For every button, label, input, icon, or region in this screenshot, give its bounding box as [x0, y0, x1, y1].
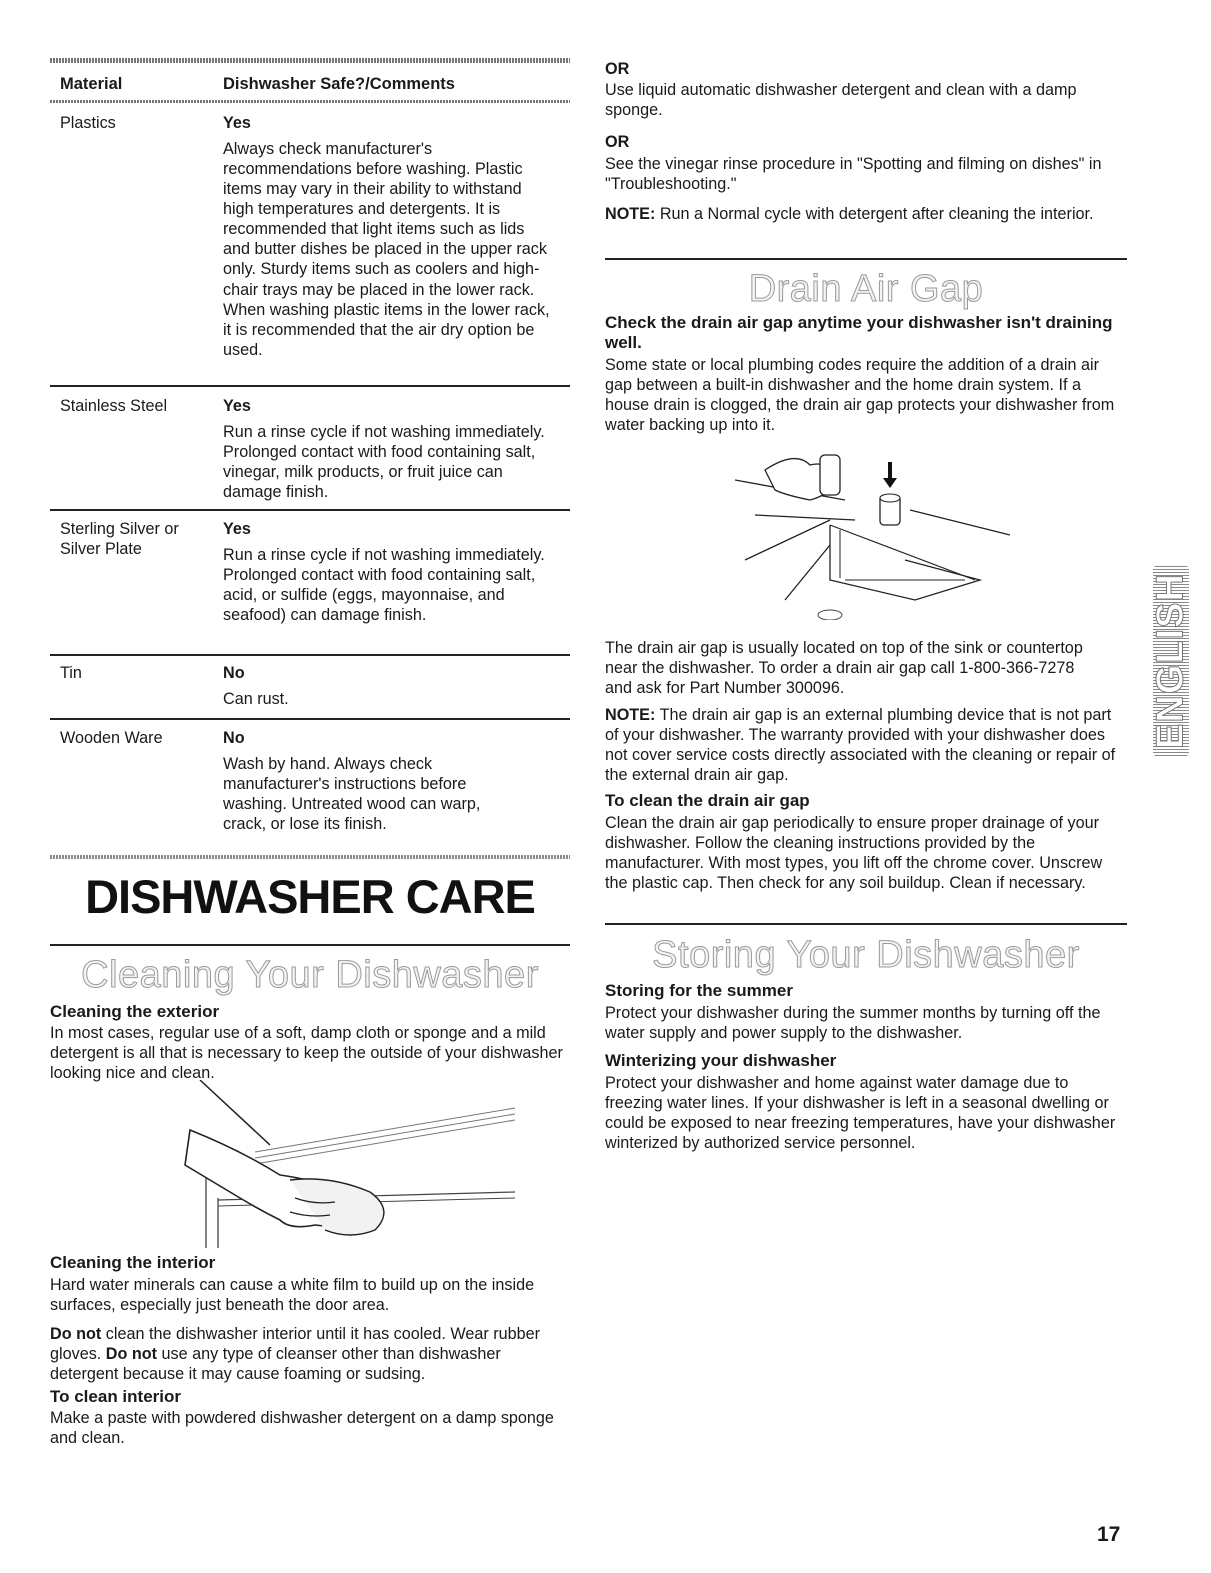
row-safe: Yes: [223, 114, 251, 132]
summer-text: Protect your dishwasher during the summer months by turning off the water supply and power supply to the dishwasher.: [605, 1004, 1101, 1043]
row-safe: No: [223, 729, 245, 747]
clean-gap-text: Clean the drain air gap periodically to ensure proper drainage of your dishwasher. Follow the cleaning instructions provided by the manufacturer. With most types, you lift off the chrome cover. Unscrew the plastic cap. Then check for any soil buildup. Clean if necessary.: [605, 814, 1103, 893]
section-rule: [605, 923, 1127, 925]
row-comment: Can rust.: [223, 690, 289, 708]
winter-text: Protect your dishwasher and home against water damage due to freezing water lines. If your dishwasher is left in a seasonal dwelling or could be exposed to near freezing temperatures, have your dishwasher winterized by authorized service personnel.: [605, 1074, 1116, 1153]
drain-location-text: The drain air gap is usually located on top of the sink or countertop near the dishwasher. To order a drain air gap call 1-800-366-7278 and ask for Part Number 300096.: [605, 639, 1083, 698]
row-divider: [50, 654, 570, 656]
row-material: Stainless Steel: [60, 397, 168, 415]
row-material: Tin: [60, 664, 82, 682]
drain-text: Some state or local plumbing codes require the addition of a drain air gap between a built-in dishwasher and the home drain system. If a house drain is clogged, the drain air gap protects your dishwasher from water backing up into it.: [605, 356, 1115, 435]
row-material: Plastics: [60, 114, 116, 132]
winter-heading: Winterizing your dishwasher: [605, 1051, 837, 1070]
language-side-tab-label: ENGLISH: [1149, 573, 1192, 749]
exterior-heading: Cleaning the exterior: [50, 1002, 220, 1021]
row-divider: [50, 509, 570, 511]
liquid-detergent-text: Use liquid automatic dishwasher detergent and clean with a damp sponge.: [605, 81, 1077, 120]
table-header-rule: [50, 100, 570, 103]
row-safe: Yes: [223, 520, 251, 538]
row-comment: Run a rinse cycle if not washing immediately. Prolonged contact with food containing salt, acid, or sulfide (eggs, mayonnaise, and seafood) can damage finish.: [223, 546, 545, 625]
table-bottom-rule: [50, 855, 570, 859]
section-rule: [50, 944, 570, 946]
clean-interior-heading: To clean interior: [50, 1387, 181, 1406]
section-banner-storing: Storing Your Dishwasher: [652, 934, 1080, 976]
row-safe: No: [223, 664, 245, 682]
section-banner-drain: Drain Air Gap: [748, 268, 984, 310]
drain-air-gap-illustration: [735, 440, 1025, 620]
note-label: NOTE:: [605, 205, 656, 223]
drain-note: [605, 705, 1127, 785]
drain-note-body: The drain air gap is an external plumbing device that is not part of your dishwasher. The warranty provided with your dishwasher does not cover service costs directly associated with the cleaning or repair of the external drain air gap.: [605, 706, 1116, 785]
clean-interior-text: Make a paste with powdered dishwasher detergent on a damp sponge and clean.: [50, 1409, 554, 1448]
summer-heading: Storing for the summer: [605, 981, 793, 1000]
vinegar-text: See the vinegar rinse procedure in "Spotting and filming on dishes" in "Troubleshooting.": [605, 155, 1102, 194]
page-title: DISHWASHER CARE: [85, 870, 535, 923]
exterior-text: In most cases, regular use of a soft, damp cloth or sponge and a mild detergent is all that is necessary to keep the outside of your dishwasher looking nice and clean.: [50, 1024, 563, 1083]
header-material: Material: [60, 75, 123, 93]
or-label: OR: [605, 60, 630, 78]
page-number: 17: [1097, 1523, 1121, 1546]
row-safe: Yes: [223, 397, 251, 415]
row-comment: Always check manufacturer's recommendations before washing. Plastic items may vary in their ability to withstand high temperatures and detergents. It is recommended that light items such as lids and butter dishes be placed in the upper rack only. Sturdy items such as coolers and high-chair trays may be placed in the lower rack. When washing plastic items in the lower rack, it is recommended that the air dry option be used.: [223, 140, 550, 359]
interior-text: Hard water minerals can cause a white film to build up on the inside surfaces, especially just beneath the door area.: [50, 1276, 535, 1315]
language-side-tab: [1149, 566, 1192, 756]
section-rule: [605, 258, 1127, 260]
header-safe: Dishwasher Safe?/Comments: [223, 75, 455, 93]
row-material: Wooden Ware: [60, 729, 163, 747]
interior-heading: Cleaning the interior: [50, 1253, 216, 1272]
row-divider: [50, 385, 570, 387]
or-label: OR: [605, 133, 630, 151]
section-banner-cleaning: Cleaning Your Dishwasher: [81, 954, 539, 996]
interior-warning-text: clean the dishwasher interior until it has cooled. Wear rubber gloves.: [50, 1325, 541, 1364]
note-body: Run a Normal cycle with detergent after cleaning the interior.: [655, 205, 1094, 223]
row-material: Sterling Silver or Silver Plate: [60, 520, 179, 559]
clean-gap-heading: To clean the drain air gap: [605, 791, 810, 810]
interior-warning-text-2: use any type of cleanser other than dishwasher detergent because it may cause foaming or sudsing.: [50, 1345, 501, 1384]
row-comment: Run a rinse cycle if not washing immediately. Prolonged contact with food containing salt, vinegar, milk products, or fruit juice can damage finish.: [223, 423, 545, 502]
drain-heading: Check the drain air gap anytime your dishwasher isn't draining well.: [605, 313, 1113, 352]
row-comment: Wash by hand. Always check manufacturer's instructions before washing. Untreated wood can warp, crack, or lose its finish.: [223, 755, 481, 834]
interior-warning: [50, 1324, 572, 1384]
do-not-label: Do not: [105, 1345, 158, 1364]
note-text: [605, 204, 1110, 224]
row-divider: [50, 718, 570, 720]
table-top-rule: [50, 58, 570, 63]
do-not-label: Do not: [50, 1325, 102, 1343]
wiping-hand-illustration: [140, 1080, 530, 1248]
note-label: NOTE:: [605, 706, 656, 724]
